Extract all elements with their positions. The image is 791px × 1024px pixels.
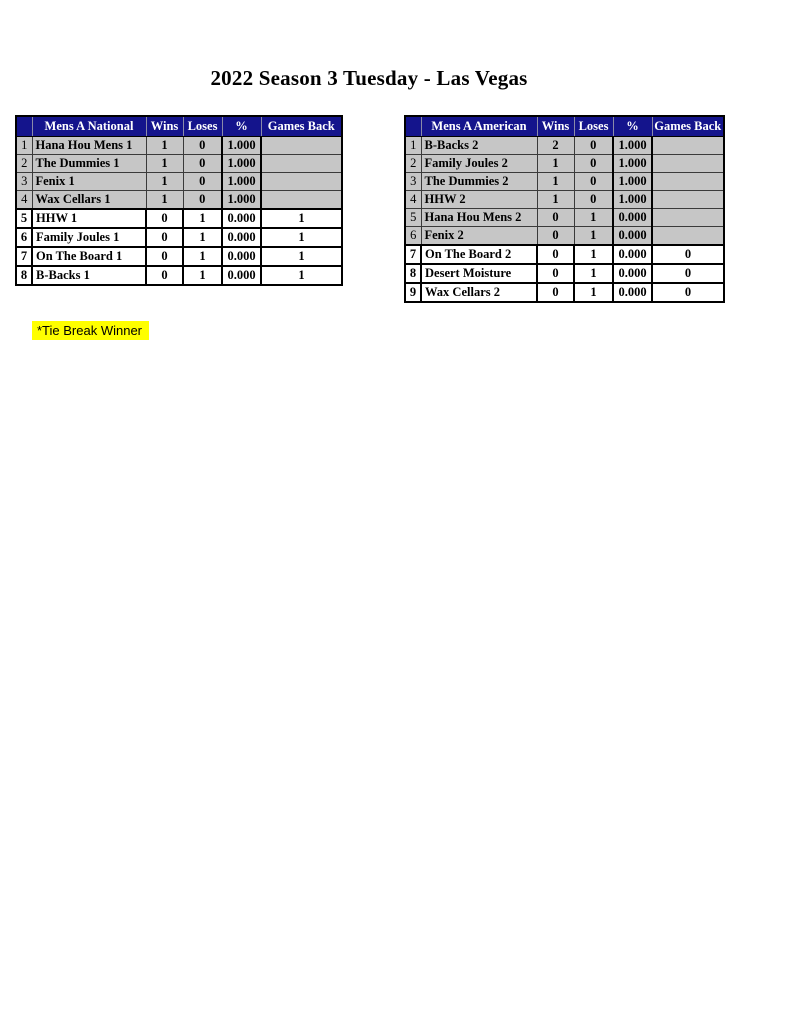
team-name: Fenix 1 — [32, 173, 146, 191]
wins-value: 0 — [537, 264, 574, 283]
loses-value: 1 — [183, 209, 222, 228]
wins-value: 0 — [146, 266, 183, 285]
wins-value: 0 — [537, 227, 574, 246]
team-name: The Dummies 2 — [421, 173, 537, 191]
team-name: Family Joules 1 — [32, 228, 146, 247]
loses-value: 1 — [183, 228, 222, 247]
table-row — [405, 173, 724, 191]
games-back-value — [261, 137, 342, 155]
table-row — [16, 173, 342, 191]
pct-value: 1.000 — [222, 191, 261, 210]
table-row — [16, 137, 342, 155]
pct-value: 1.000 — [222, 173, 261, 191]
team-name: Desert Moisture — [421, 264, 537, 283]
games-back-value — [652, 209, 724, 227]
pct-value: 0.000 — [222, 266, 261, 285]
row-rank: 8 — [405, 264, 421, 283]
games-back-value: 0 — [652, 283, 724, 302]
team-name: HHW 2 — [421, 191, 537, 209]
pct-value: 1.000 — [222, 137, 261, 155]
row-rank: 9 — [405, 283, 421, 302]
games-back-value: 0 — [652, 245, 724, 264]
row-rank: 5 — [16, 209, 32, 228]
header-row — [405, 116, 724, 137]
loses-value: 0 — [183, 191, 222, 210]
loses-value: 1 — [574, 264, 613, 283]
games-back-value — [652, 155, 724, 173]
table-row — [405, 227, 724, 246]
table-row — [405, 155, 724, 173]
division-header: Mens A American — [421, 116, 537, 137]
team-name: Hana Hou Mens 2 — [421, 209, 537, 227]
row-rank: 3 — [16, 173, 32, 191]
wins-value: 0 — [146, 247, 183, 266]
pct-value: 0.000 — [613, 264, 652, 283]
table-row — [405, 264, 724, 283]
loses-value: 0 — [183, 155, 222, 173]
wins-value: 0 — [537, 209, 574, 227]
pct-value: 0.000 — [613, 209, 652, 227]
wins-value: 1 — [537, 155, 574, 173]
row-rank: 6 — [405, 227, 421, 246]
games-back-value: 0 — [652, 264, 724, 283]
loses-value: 1 — [183, 247, 222, 266]
wins-value: 1 — [146, 191, 183, 210]
wins-value: 2 — [537, 137, 574, 155]
loses-value: 0 — [183, 137, 222, 155]
pct-value: 0.000 — [222, 209, 261, 228]
games-back-value: 1 — [261, 228, 342, 247]
standings-table-mens-a-american — [404, 115, 725, 303]
wins-header: Wins — [537, 116, 574, 137]
loses-value: 1 — [574, 245, 613, 264]
games-back-header: Games Back — [261, 116, 342, 137]
row-rank: 1 — [405, 137, 421, 155]
pct-value: 1.000 — [613, 173, 652, 191]
loses-value: 0 — [574, 173, 613, 191]
games-back-header: Games Back — [652, 116, 724, 137]
standings-body — [405, 137, 724, 303]
table-row — [16, 228, 342, 247]
wins-value: 1 — [146, 137, 183, 155]
pct-header: % — [613, 116, 652, 137]
table-row — [16, 247, 342, 266]
team-name: On The Board 1 — [32, 247, 146, 266]
loses-value: 1 — [574, 209, 613, 227]
loses-value: 1 — [574, 227, 613, 246]
team-name: HHW 1 — [32, 209, 146, 228]
wins-value: 1 — [537, 191, 574, 209]
wins-value: 0 — [146, 228, 183, 247]
row-rank: 1 — [16, 137, 32, 155]
games-back-value — [652, 191, 724, 209]
team-name: Wax Cellars 1 — [32, 191, 146, 210]
corner-cell — [405, 116, 421, 137]
team-name: On The Board 2 — [421, 245, 537, 264]
pct-value: 0.000 — [613, 245, 652, 264]
games-back-value — [652, 137, 724, 155]
row-rank: 8 — [16, 266, 32, 285]
pct-value: 0.000 — [613, 283, 652, 302]
team-name: Fenix 2 — [421, 227, 537, 246]
pct-header: % — [222, 116, 261, 137]
pct-value: 1.000 — [613, 155, 652, 173]
games-back-value — [261, 191, 342, 210]
team-name: B-Backs 1 — [32, 266, 146, 285]
games-back-value — [261, 173, 342, 191]
row-rank: 7 — [405, 245, 421, 264]
team-name: Hana Hou Mens 1 — [32, 137, 146, 155]
table-row — [16, 191, 342, 210]
pct-value: 1.000 — [613, 191, 652, 209]
loses-value: 0 — [183, 173, 222, 191]
loses-value: 0 — [574, 155, 613, 173]
standings-table-mens-a-national — [15, 115, 343, 286]
loses-value: 0 — [574, 137, 613, 155]
table-row — [405, 245, 724, 264]
team-name: Family Joules 2 — [421, 155, 537, 173]
row-rank: 4 — [16, 191, 32, 210]
games-back-value — [261, 155, 342, 173]
page-title: 2022 Season 3 Tuesday - Las Vegas — [210, 66, 528, 90]
wins-value: 0 — [146, 209, 183, 228]
wins-header: Wins — [146, 116, 183, 137]
pct-value: 0.000 — [613, 227, 652, 246]
loses-value: 1 — [574, 283, 613, 302]
pct-value: 1.000 — [222, 155, 261, 173]
games-back-value: 1 — [261, 209, 342, 228]
pct-value: 1.000 — [613, 137, 652, 155]
pct-value: 0.000 — [222, 247, 261, 266]
team-name: Wax Cellars 2 — [421, 283, 537, 302]
team-name: The Dummies 1 — [32, 155, 146, 173]
table-row — [16, 266, 342, 285]
division-header: Mens A National — [32, 116, 146, 137]
games-back-value: 1 — [261, 266, 342, 285]
row-rank: 4 — [405, 191, 421, 209]
wins-value: 0 — [537, 283, 574, 302]
header-row — [16, 116, 342, 137]
pct-value: 0.000 — [222, 228, 261, 247]
table-row — [405, 209, 724, 227]
team-name: B-Backs 2 — [421, 137, 537, 155]
tie-break-note: *Tie Break Winner — [32, 321, 149, 340]
loses-header: Loses — [574, 116, 613, 137]
wins-value: 1 — [146, 155, 183, 173]
table-row — [16, 155, 342, 173]
wins-value: 0 — [537, 245, 574, 264]
corner-cell — [16, 116, 32, 137]
table-row — [405, 137, 724, 155]
loses-value: 0 — [574, 191, 613, 209]
row-rank: 5 — [405, 209, 421, 227]
row-rank: 2 — [16, 155, 32, 173]
row-rank: 3 — [405, 173, 421, 191]
games-back-value — [652, 173, 724, 191]
row-rank: 7 — [16, 247, 32, 266]
loses-header: Loses — [183, 116, 222, 137]
wins-value: 1 — [146, 173, 183, 191]
table-row — [16, 209, 342, 228]
games-back-value: 1 — [261, 247, 342, 266]
wins-value: 1 — [537, 173, 574, 191]
games-back-value — [652, 227, 724, 246]
loses-value: 1 — [183, 266, 222, 285]
standings-body — [16, 137, 342, 286]
row-rank: 2 — [405, 155, 421, 173]
table-row — [405, 283, 724, 302]
table-row — [405, 191, 724, 209]
row-rank: 6 — [16, 228, 32, 247]
